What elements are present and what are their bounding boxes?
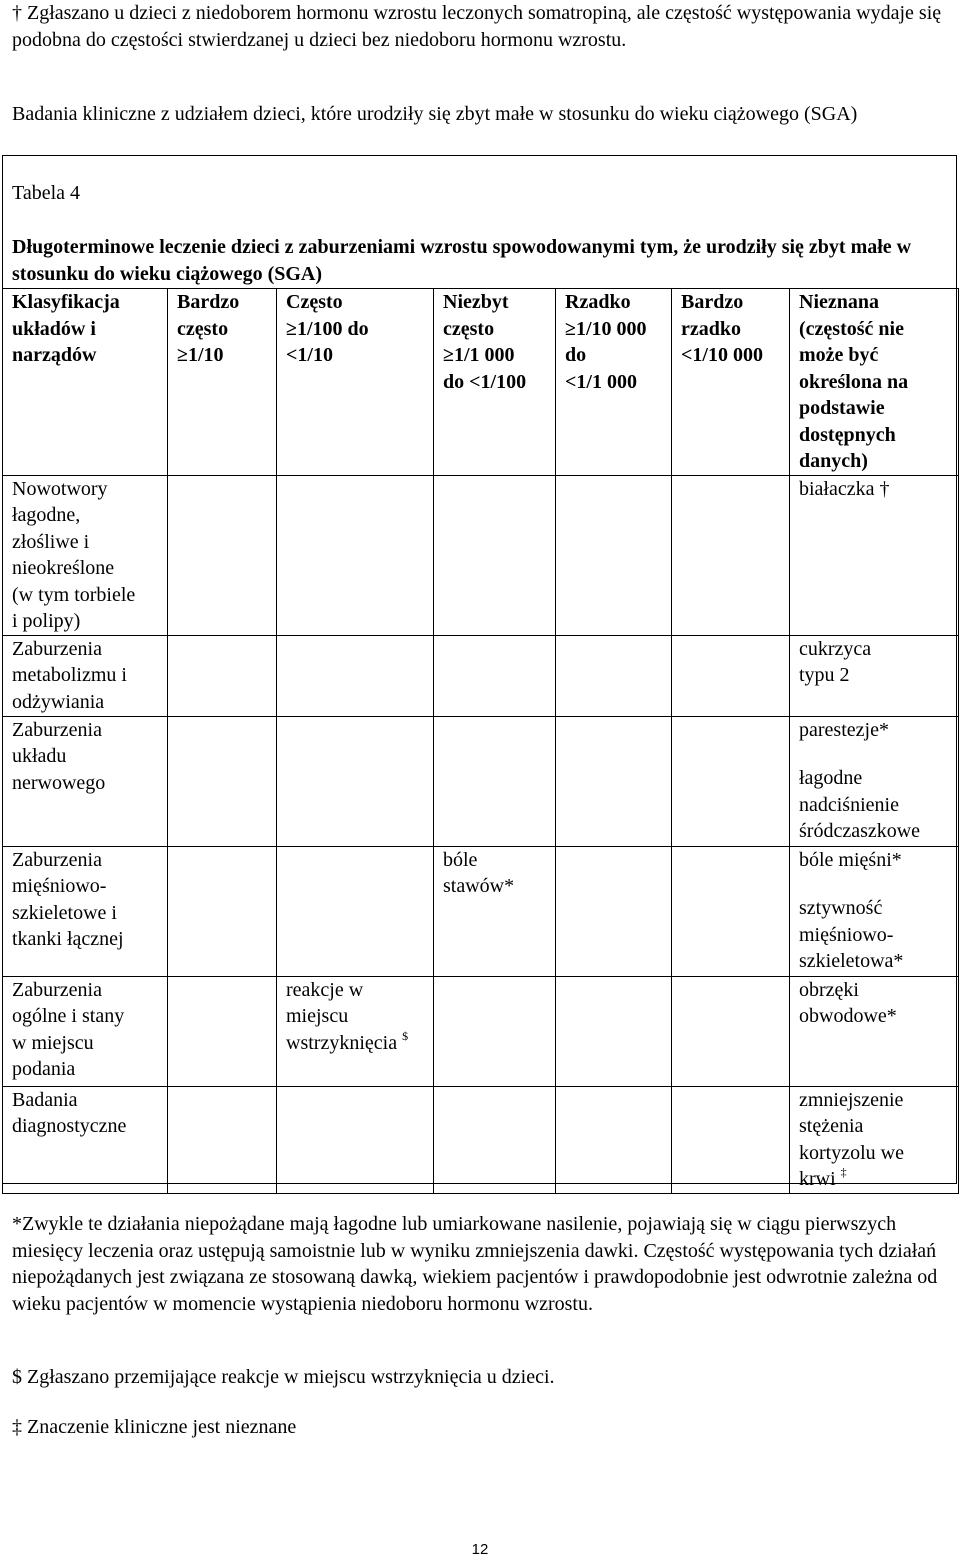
reaction-entry bbox=[799, 895, 950, 975]
cell-line: zmniejszenie bbox=[799, 1088, 904, 1111]
empty-cell bbox=[277, 1086, 434, 1193]
cell-line: Zaburzenia bbox=[12, 718, 102, 741]
cell-line: nadciśnienie bbox=[799, 793, 899, 816]
header-line: może być bbox=[799, 344, 879, 366]
uncommon-cell bbox=[434, 846, 556, 976]
header-line: Rzadko bbox=[565, 291, 631, 313]
empty-cell bbox=[556, 846, 672, 976]
common-cell bbox=[277, 976, 434, 1086]
cell-line: nerwowego bbox=[12, 771, 106, 794]
cell-line: (w tym torbiele bbox=[12, 583, 136, 606]
cell-line: szkieletowe i bbox=[12, 901, 117, 924]
empty-cell bbox=[434, 716, 556, 846]
empty-cell bbox=[168, 976, 277, 1086]
table-label: Tabela 4 bbox=[12, 182, 81, 204]
cell-line: bóle mięśni* bbox=[799, 848, 902, 871]
empty-cell bbox=[434, 635, 556, 716]
header-line: (częstość nie bbox=[799, 317, 904, 340]
empty-cell bbox=[277, 635, 434, 716]
footnote-marker: ‡ bbox=[840, 1165, 847, 1179]
header-line: rzadko bbox=[681, 317, 741, 340]
header-line: ≥1/1 000 bbox=[443, 344, 515, 366]
footnote-marker: $ bbox=[402, 1028, 409, 1043]
reaction-entry bbox=[799, 765, 950, 845]
empty-cell bbox=[277, 846, 434, 976]
cell-line: układu bbox=[12, 745, 67, 767]
cell-line: Zaburzenia bbox=[12, 978, 102, 1001]
header-line: ≥1/10 bbox=[177, 344, 224, 366]
empty-cell bbox=[556, 976, 672, 1086]
footnote-double-dagger: ‡ Znaczenie kliniczne jest nieznane bbox=[12, 1416, 297, 1438]
header-rare bbox=[556, 289, 672, 476]
unknown-frequency-cell bbox=[790, 716, 959, 846]
reaction-entry bbox=[799, 847, 950, 874]
cell-line: diagnostyczne bbox=[12, 1115, 127, 1137]
header-line: <1/1 000 bbox=[565, 370, 637, 393]
cell-line: mięśniowo- bbox=[12, 875, 107, 897]
cell-line: kortyzolu we bbox=[799, 1141, 904, 1164]
header-very-rare bbox=[672, 289, 790, 476]
cell-line: stawów* bbox=[443, 875, 515, 897]
empty-cell bbox=[672, 716, 790, 846]
table-header-row bbox=[3, 289, 959, 476]
cell-line: szkieletowa* bbox=[799, 950, 904, 972]
soc-cell bbox=[3, 976, 168, 1086]
header-line: układów i bbox=[12, 317, 96, 340]
header-soc bbox=[3, 289, 168, 476]
soc-cell bbox=[3, 716, 168, 846]
header-very-rare-text bbox=[681, 289, 781, 369]
header-line: do <1/100 bbox=[443, 370, 527, 393]
cell-line: parestezje* bbox=[799, 718, 889, 741]
empty-cell bbox=[672, 475, 790, 635]
reaction-entry bbox=[799, 977, 950, 1030]
header-unknown-text bbox=[799, 289, 950, 475]
cell-line: i polipy) bbox=[12, 610, 81, 632]
header-line: często bbox=[177, 317, 229, 340]
empty-cell bbox=[434, 976, 556, 1086]
footnote-asterisk: *Zwykle te działania niepożądane mają łagodne lub umiarkowane nasilenie, pojawiają się w ciągu pierwszych miesięcy leczenia oraz ustępują samoistnie lub w wyniku zmniejszenia dawki. Częstość występowania tych działań niepożądanych jest związana ze stosowaną dawką, wiekiem pacjentów i prawdopodobnie jest odwrotnie zależna od wieku pacjentów w momencie wystąpienia niedoboru hormonu wzrostu. bbox=[12, 1213, 938, 1315]
empty-cell bbox=[556, 1086, 672, 1193]
cell-line: typu 2 bbox=[799, 664, 850, 686]
cell-line: nieokreślone bbox=[12, 557, 115, 579]
cell-line: ogólne i stany bbox=[12, 1005, 125, 1027]
header-line: danych) bbox=[799, 450, 868, 472]
cell-line: wstrzyknięcia $ bbox=[286, 1028, 409, 1054]
header-soc-text bbox=[12, 289, 159, 369]
cell-line: cukrzyca bbox=[799, 637, 872, 660]
cell-line: miejscu bbox=[286, 1005, 349, 1027]
reaction-entry bbox=[799, 636, 950, 689]
header-uncommon bbox=[434, 289, 556, 476]
cell-line: odżywiania bbox=[12, 690, 105, 713]
cell-line: metabolizmu i bbox=[12, 664, 127, 686]
table-row bbox=[3, 1086, 959, 1193]
reaction-entry bbox=[799, 476, 950, 503]
header-line: Niezbyt bbox=[443, 291, 509, 313]
cell-line: Zaburzenia bbox=[12, 848, 102, 871]
soc-cell bbox=[3, 635, 168, 716]
header-line: do bbox=[565, 344, 587, 366]
header-line: ≥1/10 000 bbox=[565, 317, 647, 340]
section-heading: Badania kliniczne z udziałem dzieci, które urodziły się zbyt małe w stosunku do wieku ciążowego (SGA) bbox=[12, 103, 858, 125]
unknown-frequency-cell bbox=[790, 475, 959, 635]
soc-cell bbox=[3, 1086, 168, 1193]
empty-cell bbox=[277, 475, 434, 635]
empty-cell bbox=[168, 635, 277, 716]
cell-line: obwodowe* bbox=[799, 1005, 897, 1027]
cell-line: krwi ‡ bbox=[799, 1165, 847, 1190]
empty-cell bbox=[556, 475, 672, 635]
header-line: Klasyfikacja bbox=[12, 291, 120, 313]
table-row bbox=[3, 475, 959, 635]
intro-paragraph: † Zgłaszano u dzieci z niedoborem hormonu wzrostu leczonych somatropiną, ale częstość występowania wydaje się podobna do częstości stwierdzanej u dzieci bez niedoboru hormonu wzrostu. bbox=[12, 2, 942, 51]
cell-line: bóle bbox=[443, 848, 478, 871]
header-line: narządów bbox=[12, 344, 97, 366]
table-caption: Długoterminowe leczenie dzieci z zaburzeniami wzrostu spowodowanymi tym, że urodziły się zbyt małe w stosunku do wieku ciążowego (SGA) bbox=[12, 236, 912, 285]
cell-line: Zaburzenia bbox=[12, 637, 102, 660]
empty-cell bbox=[277, 716, 434, 846]
unknown-frequency-cell bbox=[790, 846, 959, 976]
unknown-frequency-cell bbox=[790, 1086, 959, 1193]
header-line: Nieznana bbox=[799, 291, 879, 313]
header-line: <1/10 bbox=[286, 344, 333, 366]
empty-cell bbox=[672, 846, 790, 976]
cell-line: mięśniowo- bbox=[799, 923, 894, 946]
header-line: Często bbox=[286, 291, 343, 313]
header-line: często bbox=[443, 317, 495, 340]
header-common-text bbox=[286, 289, 425, 369]
header-common bbox=[277, 289, 434, 476]
empty-cell bbox=[672, 1086, 790, 1193]
empty-cell bbox=[556, 716, 672, 846]
cell-line: łagodne bbox=[799, 767, 863, 789]
header-very-common bbox=[168, 289, 277, 476]
table-row bbox=[3, 635, 959, 716]
header-uncommon-text bbox=[443, 289, 547, 395]
empty-cell bbox=[168, 846, 277, 976]
empty-cell bbox=[168, 716, 277, 846]
page-number: 12 bbox=[471, 1541, 489, 1558]
header-unknown bbox=[790, 289, 959, 476]
cell-line: podania bbox=[12, 1058, 76, 1080]
header-line: Bardzo bbox=[177, 291, 240, 313]
cell-line: w miejscu bbox=[12, 1031, 94, 1054]
cell-line: obrzęki bbox=[799, 978, 859, 1001]
cell-line: Nowotwory bbox=[12, 477, 108, 500]
cell-line: sztywność bbox=[799, 897, 883, 919]
adverse-reactions-table bbox=[2, 288, 959, 1194]
empty-cell bbox=[168, 1086, 277, 1193]
cell-line: stężenia bbox=[799, 1115, 864, 1137]
header-line: podstawie bbox=[799, 397, 885, 419]
table-row bbox=[3, 976, 959, 1086]
header-rare-text bbox=[565, 289, 663, 395]
cell-line: Badania bbox=[12, 1088, 78, 1111]
header-line: <1/10 000 bbox=[681, 344, 763, 366]
cell-line: reakcje w bbox=[286, 978, 364, 1001]
header-line: dostępnych bbox=[799, 423, 896, 446]
soc-cell bbox=[3, 475, 168, 635]
cell-line: białaczka † bbox=[799, 477, 890, 500]
table-row bbox=[3, 846, 959, 976]
empty-cell bbox=[434, 475, 556, 635]
footnote-dollar: $ Zgłaszano przemijające reakcje w miejscu wstrzyknięcia u dzieci. bbox=[12, 1366, 555, 1388]
cell-line: tkanki łącznej bbox=[12, 928, 124, 950]
cell-line: łagodne, bbox=[12, 504, 81, 526]
empty-cell bbox=[672, 635, 790, 716]
unknown-frequency-cell bbox=[790, 635, 959, 716]
empty-cell bbox=[672, 976, 790, 1086]
header-line: Bardzo bbox=[681, 291, 744, 313]
table-row bbox=[3, 716, 959, 846]
reaction-entry bbox=[799, 717, 950, 744]
cell-line: złośliwe i bbox=[12, 530, 90, 553]
cell-line: śródczaszkowe bbox=[799, 820, 921, 842]
empty-cell bbox=[168, 475, 277, 635]
soc-cell bbox=[3, 846, 168, 976]
header-line: ≥1/100 do bbox=[286, 317, 369, 340]
empty-cell bbox=[434, 1086, 556, 1193]
reaction-entry bbox=[799, 1087, 950, 1193]
header-very-common-text bbox=[177, 289, 268, 369]
unknown-frequency-cell bbox=[790, 976, 959, 1086]
header-line: określona na bbox=[799, 370, 909, 393]
empty-cell bbox=[556, 635, 672, 716]
